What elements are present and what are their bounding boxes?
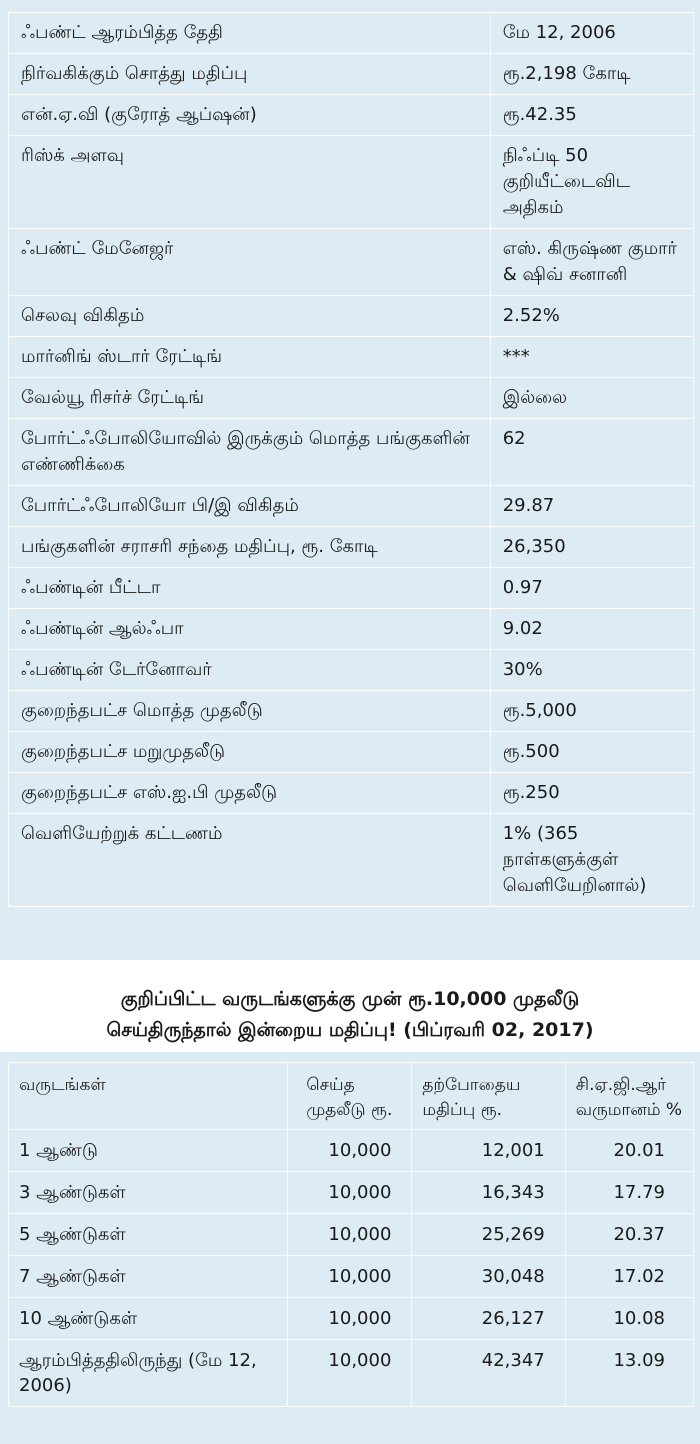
row-value: 30% [490, 650, 693, 691]
invested-cell: 10,000 [288, 1340, 412, 1407]
row-label: வெளியேற்றுக் கட்டணம் [9, 814, 491, 907]
row-value: 0.97 [490, 568, 693, 609]
row-value: ரூ.5,000 [490, 691, 693, 732]
table-row [9, 1298, 694, 1340]
row-label: போர்ட்ஃபோலியோவில் இருக்கும் மொத்த பங்குகளின் எண்ணிக்கை [9, 419, 491, 486]
table-row [9, 486, 694, 527]
row-label: வேல்யூ ரிசர்ச் ரேட்டிங் [9, 378, 491, 419]
period-cell: ஆரம்பித்ததிலிருந்து (மே 12, 2006) [9, 1340, 288, 1407]
row-label: செலவு விகிதம் [9, 296, 491, 337]
row-label: என்.ஏ.வி (குரோத் ஆப்ஷன்) [9, 95, 491, 136]
row-label: ஃபண்டின் பீட்டா [9, 568, 491, 609]
invested-cell: 10,000 [288, 1214, 412, 1256]
period-cell: 5 ஆண்டுகள் [9, 1214, 288, 1256]
returns-heading-line1: குறிப்பிட்ட வருடங்களுக்கு முன் ரூ.10,000 முதலீடு [120, 988, 580, 1010]
row-value: ரூ.250 [490, 773, 693, 814]
table-header-row [9, 1063, 694, 1130]
current-value-cell: 25,269 [412, 1214, 565, 1256]
current-value-cell: 42,347 [412, 1340, 565, 1407]
table-row [9, 296, 694, 337]
table-row [9, 95, 694, 136]
table-row [9, 609, 694, 650]
row-value: 26,350 [490, 527, 693, 568]
table-row [9, 527, 694, 568]
table-row [9, 378, 694, 419]
row-value: ரூ.500 [490, 732, 693, 773]
row-label: ஃபண்டின் டேர்னோவர் [9, 650, 491, 691]
column-header: வருடங்கள் [9, 1063, 288, 1130]
row-value: 2.52% [490, 296, 693, 337]
row-label: போர்ட்ஃபோலியோ பி/இ விகிதம் [9, 486, 491, 527]
row-value: 62 [490, 419, 693, 486]
row-label: ஃபண்ட் மேனேஜர் [9, 229, 491, 296]
row-value: 1% (365 நாள்களுக்குள் வெளியேறினால்) [490, 814, 693, 907]
fund-details-table [8, 12, 694, 907]
period-cell: 1 ஆண்டு [9, 1130, 288, 1172]
table-row [9, 136, 694, 229]
column-header: சி.ஏ.ஜி.ஆர் வருமானம் % [565, 1063, 693, 1130]
period-cell: 3 ஆண்டுகள் [9, 1172, 288, 1214]
row-value: ரூ.42.35 [490, 95, 693, 136]
row-value: இல்லை [490, 378, 693, 419]
row-label: நிர்வகிக்கும் சொத்து மதிப்பு [9, 54, 491, 95]
table-row [9, 13, 694, 54]
period-cell: 10 ஆண்டுகள் [9, 1298, 288, 1340]
row-value: எஸ். கிருஷ்ண குமார் & ஷிவ் சனானி [490, 229, 693, 296]
current-value-cell: 30,048 [412, 1256, 565, 1298]
row-label: குறைந்தபட்ச எஸ்.ஐ.பி முதலீடு [9, 773, 491, 814]
table-row [9, 54, 694, 95]
table-row [9, 1214, 694, 1256]
row-label: குறைந்தபட்ச மறுமுதலீடு [9, 732, 491, 773]
row-value: நிஃப்டி 50 குறியீட்டைவிட அதிகம் [490, 136, 693, 229]
row-label: மார்னிங் ஸ்டார் ரேட்டிங் [9, 337, 491, 378]
invested-cell: 10,000 [288, 1172, 412, 1214]
table-row [9, 568, 694, 609]
cagr-cell: 13.09 [565, 1340, 693, 1407]
row-value: 9.02 [490, 609, 693, 650]
row-value: ரூ.2,198 கோடி [490, 54, 693, 95]
row-label: ஃபண்டின் ஆல்ஃபா [9, 609, 491, 650]
column-header: தற்போதைய மதிப்பு ரூ. [412, 1063, 565, 1130]
table-row [9, 773, 694, 814]
table-row [9, 229, 694, 296]
current-value-cell: 26,127 [412, 1298, 565, 1340]
cagr-cell: 17.79 [565, 1172, 693, 1214]
row-value: 29.87 [490, 486, 693, 527]
returns-table [8, 1062, 694, 1407]
cagr-cell: 20.37 [565, 1214, 693, 1256]
returns-heading-line2: செய்திருந்தால் இன்றைய மதிப்பு! (பிப்ரவரி 02, 2017) [106, 1019, 594, 1041]
current-value-cell: 16,343 [412, 1172, 565, 1214]
table-row [9, 650, 694, 691]
table-row [9, 814, 694, 907]
invested-cell: 10,000 [288, 1130, 412, 1172]
row-label: குறைந்தபட்ச மொத்த முதலீடு [9, 691, 491, 732]
invested-cell: 10,000 [288, 1256, 412, 1298]
table-row [9, 1172, 694, 1214]
cagr-cell: 10.08 [565, 1298, 693, 1340]
row-label: ஃபண்ட் ஆரம்பித்த தேதி [9, 13, 491, 54]
returns-heading [0, 984, 700, 1046]
table-row [9, 1130, 694, 1172]
row-label: பங்குகளின் சராசரி சந்தை மதிப்பு, ரூ. கோடி [9, 527, 491, 568]
period-cell: 7 ஆண்டுகள் [9, 1256, 288, 1298]
current-value-cell: 12,001 [412, 1130, 565, 1172]
column-header: செய்த முதலீடு ரூ. [288, 1063, 412, 1130]
row-label: ரிஸ்க் அளவு [9, 136, 491, 229]
row-value: *** [490, 337, 693, 378]
invested-cell: 10,000 [288, 1298, 412, 1340]
table-row [9, 1340, 694, 1407]
row-value: மே 12, 2006 [490, 13, 693, 54]
table-row [9, 691, 694, 732]
table-row [9, 1256, 694, 1298]
table-row [9, 337, 694, 378]
table-row [9, 419, 694, 486]
cagr-cell: 17.02 [565, 1256, 693, 1298]
cagr-cell: 20.01 [565, 1130, 693, 1172]
table-row [9, 732, 694, 773]
